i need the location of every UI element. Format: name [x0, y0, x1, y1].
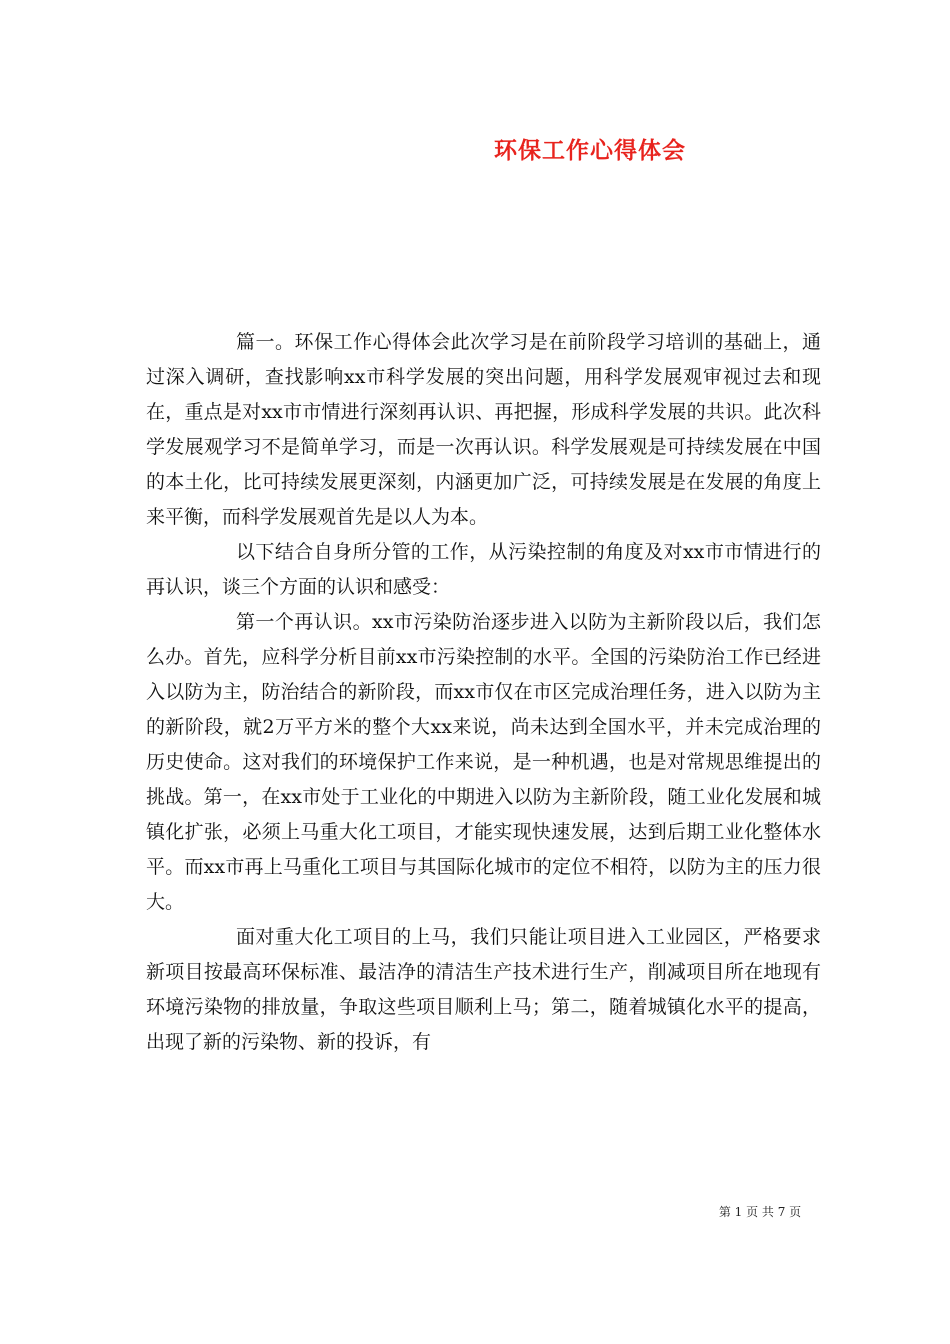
document-body — [146, 325, 821, 1060]
paragraph-4: 面对重大化工项目的上马，我们只能让项目进入工业园区，严格要求新项目按最高环保标准、最洁净的清洁生产技术进行生产，削减项目所在地现有环境污染物的排放量，争取这些项目顺利上马；第二，随着城镇化水平的提高，出现了新的污染物、新的投诉，有 — [146, 926, 821, 1053]
paragraph-1: 篇一。环保工作心得体会此次学习是在前阶段学习培训的基础上，通过深入调研，查找影响xx市科学发展的突出问题，用科学发展观审视过去和现在，重点是对xx市市情进行深刻再认识、再把握，形成科学发展的共识。此次科学发展观学习不是简单学习，而是一次再认识。科学发展观是可持续发展在中国的本土化，比可持续发展更深刻，内涵更加广泛，可持续发展是在发展的角度上来平衡，而科学发展观首先是以人为本。 — [146, 331, 821, 528]
document-title: 环保工作心得体会 — [494, 137, 686, 164]
page-number-footer: 第 1 页 共 7 页 — [718, 1205, 802, 1219]
paragraph-2: 以下结合自身所分管的工作，从污染控制的角度及对xx市市情进行的再认识，谈三个方面的认识和感受： — [146, 541, 821, 598]
paragraph-3: 第一个再认识。xx市污染防治逐步进入以防为主新阶段以后，我们怎么办。首先，应科学分析目前xx市污染控制的水平。全国的污染防治工作已经进入以防为主，防治结合的新阶段，而xx市仅在市区完成治理任务，进入以防为主的新阶段，就2万平方米的整个大xx来说，尚未达到全国水平，并未完成治理的历史使命。这对我们的环境保护工作来说，是一种机遇，也是对常规思维提出的挑战。第一，在xx市处于工业化的中期进入以防为主新阶段，随工业化发展和城镇化扩张，必须上马重大化工项目，才能实现快速发展，达到后期工业化整体水平。而xx市再上马重化工项目与其国际化城市的定位不相符，以防为主的压力很大。 — [146, 611, 821, 913]
